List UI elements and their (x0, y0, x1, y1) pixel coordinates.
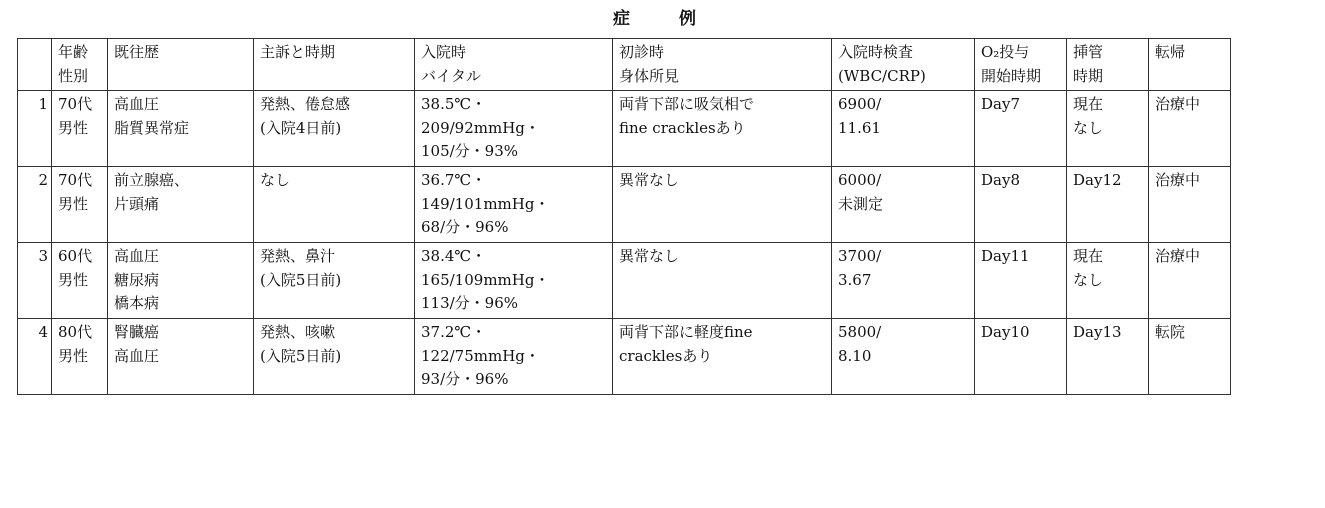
cell-outcome (1149, 243, 1231, 319)
cell-line: 105/分・93% (421, 142, 519, 160)
cell-findings (613, 243, 832, 319)
case-number: 3 (18, 243, 52, 319)
cell-findings (613, 167, 832, 243)
cell-line: 68/分・96% (421, 218, 509, 236)
header-col-history (108, 39, 254, 91)
cell-intubation (1067, 91, 1149, 167)
cell-line: 11.61 (838, 118, 881, 137)
cell-intubation (1067, 167, 1149, 243)
cell-findings (613, 319, 832, 395)
header-line: 挿管 (1073, 43, 1104, 61)
table-row (18, 167, 1231, 243)
cell-line: 113/分・96% (421, 294, 519, 312)
cell-line: (入院5日前) (260, 270, 342, 289)
cell-line: Day12 (1073, 171, 1122, 189)
cell-complaint (254, 167, 415, 243)
cell-line: fine cracklesあり (619, 118, 746, 137)
cell-line: cracklesあり (619, 346, 713, 365)
cell-line: 異常なし (619, 247, 680, 265)
cell-line: 男性 (58, 194, 89, 213)
cell-intubation (1067, 319, 1149, 395)
header-line: 身体所見 (619, 66, 680, 85)
cell-line: 治療中 (1155, 247, 1201, 265)
cell-line: 男性 (58, 346, 89, 365)
cell-line: 転院 (1155, 323, 1186, 341)
cell-complaint (254, 319, 415, 395)
header-line: 既往歴 (114, 43, 160, 61)
cell-age-sex (52, 243, 108, 319)
cell-vitals (415, 319, 613, 395)
cell-history (108, 319, 254, 395)
cell-line: 8.10 (838, 346, 872, 365)
cell-age-sex (52, 319, 108, 395)
header-row (18, 39, 1231, 91)
cell-line: 6900/ (838, 95, 882, 113)
cell-line: 6000/ (838, 171, 882, 189)
cell-line: 橋本病 (114, 294, 160, 312)
cell-line: 発熱、咳嗽 (260, 323, 336, 341)
cell-line: 70代 (58, 171, 93, 189)
table-row (18, 91, 1231, 167)
cell-outcome (1149, 167, 1231, 243)
cell-line: 36.7℃・ (421, 171, 487, 189)
cell-age-sex (52, 91, 108, 167)
cell-vitals (415, 91, 613, 167)
cell-history (108, 167, 254, 243)
header-col-outcome (1149, 39, 1231, 91)
header-line: 年齢 (58, 43, 89, 61)
cell-labs (832, 319, 975, 395)
cell-history (108, 243, 254, 319)
cell-line: (入院5日前) (260, 346, 342, 365)
header-line: 転帰 (1155, 43, 1186, 61)
cell-history (108, 91, 254, 167)
cell-line: Day13 (1073, 323, 1122, 341)
cell-line: 5800/ (838, 323, 882, 341)
cell-line: 治療中 (1155, 95, 1201, 113)
cell-line: 3.67 (838, 270, 872, 289)
cell-line: (入院4日前) (260, 118, 342, 137)
header-line: (WBC/CRP) (838, 66, 926, 85)
header-line: 性別 (58, 66, 89, 85)
header-line: 主訴と時期 (260, 43, 336, 61)
cell-line: 37.2℃・ (421, 323, 487, 341)
cell-line: 高血圧 (114, 247, 160, 265)
cell-line: 70代 (58, 95, 93, 113)
cell-findings (613, 91, 832, 167)
header-col-labs (832, 39, 975, 91)
header-col-findings (613, 39, 832, 91)
cell-intubation (1067, 243, 1149, 319)
cell-line: 片頭痛 (114, 194, 160, 213)
header-col-o2 (975, 39, 1067, 91)
case-table (17, 38, 1231, 395)
cell-age-sex (52, 167, 108, 243)
cell-line: 高血圧 (114, 346, 160, 365)
cell-line: 93/分・96% (421, 370, 509, 388)
cell-line: 腎臓癌 (114, 323, 160, 341)
table-row (18, 243, 1231, 319)
cell-complaint (254, 243, 415, 319)
table-title: 症 例 (613, 9, 712, 29)
cell-line: 両背下部に軽度fine (619, 323, 753, 341)
cell-line: 治療中 (1155, 171, 1201, 189)
cell-line: 両背下部に吸気相で (619, 95, 755, 113)
cell-line: 3700/ (838, 247, 882, 265)
header-line: 入院時検査 (838, 43, 914, 61)
header-col-intubation (1067, 39, 1149, 91)
case-number: 1 (18, 91, 52, 167)
cell-line: なし (1073, 270, 1104, 289)
cell-vitals (415, 167, 613, 243)
cell-line: 60代 (58, 247, 93, 265)
cell-line: 男性 (58, 270, 89, 289)
case-number: 4 (18, 319, 52, 395)
cell-line: 165/109mmHg・ (421, 270, 550, 289)
header-line: 入院時 (421, 43, 467, 61)
cell-line: 38.4℃・ (421, 247, 487, 265)
cell-line: 高血圧 (114, 95, 160, 113)
header-col-age-sex (52, 39, 108, 91)
cell-labs (832, 91, 975, 167)
cell-line: Day8 (981, 171, 1020, 189)
cell-line: 糖尿病 (114, 270, 160, 289)
cell-line: 異常なし (619, 171, 680, 189)
cell-o2 (975, 319, 1067, 395)
cell-line: Day7 (981, 95, 1020, 113)
header-col-no (18, 39, 52, 91)
cell-line: 149/101mmHg・ (421, 194, 550, 213)
cell-line: 38.5℃・ (421, 95, 487, 113)
cell-o2 (975, 91, 1067, 167)
header-line: O₂投与 (981, 43, 1030, 61)
header-col-vitals (415, 39, 613, 91)
cell-line: Day11 (981, 247, 1030, 265)
cell-line: なし (260, 171, 291, 189)
cell-line: 脂質異常症 (114, 118, 190, 137)
cell-vitals (415, 243, 613, 319)
cell-line: 80代 (58, 323, 93, 341)
cell-complaint (254, 91, 415, 167)
cell-o2 (975, 243, 1067, 319)
cell-outcome (1149, 91, 1231, 167)
header-line: 開始時期 (981, 66, 1042, 85)
header-line: 初診時 (619, 43, 665, 61)
cell-line: 男性 (58, 118, 89, 137)
cell-outcome (1149, 319, 1231, 395)
header-col-complaint (254, 39, 415, 91)
cell-line: 未測定 (838, 194, 884, 213)
cell-o2 (975, 167, 1067, 243)
cell-line: 前立腺癌、 (114, 171, 190, 189)
cell-line: 現在 (1073, 247, 1104, 265)
case-number: 2 (18, 167, 52, 243)
cell-line: なし (1073, 118, 1104, 137)
table-row (18, 319, 1231, 395)
header-line: 時期 (1073, 66, 1104, 85)
cell-line: 209/92mmHg・ (421, 118, 540, 137)
cell-line: 発熱、倦怠感 (260, 95, 351, 113)
cell-line: 発熱、鼻汁 (260, 247, 336, 265)
cell-line: Day10 (981, 323, 1030, 341)
cell-line: 122/75mmHg・ (421, 346, 540, 365)
cell-labs (832, 243, 975, 319)
cell-labs (832, 167, 975, 243)
cell-line: 現在 (1073, 95, 1104, 113)
header-line: バイタル (421, 66, 482, 85)
